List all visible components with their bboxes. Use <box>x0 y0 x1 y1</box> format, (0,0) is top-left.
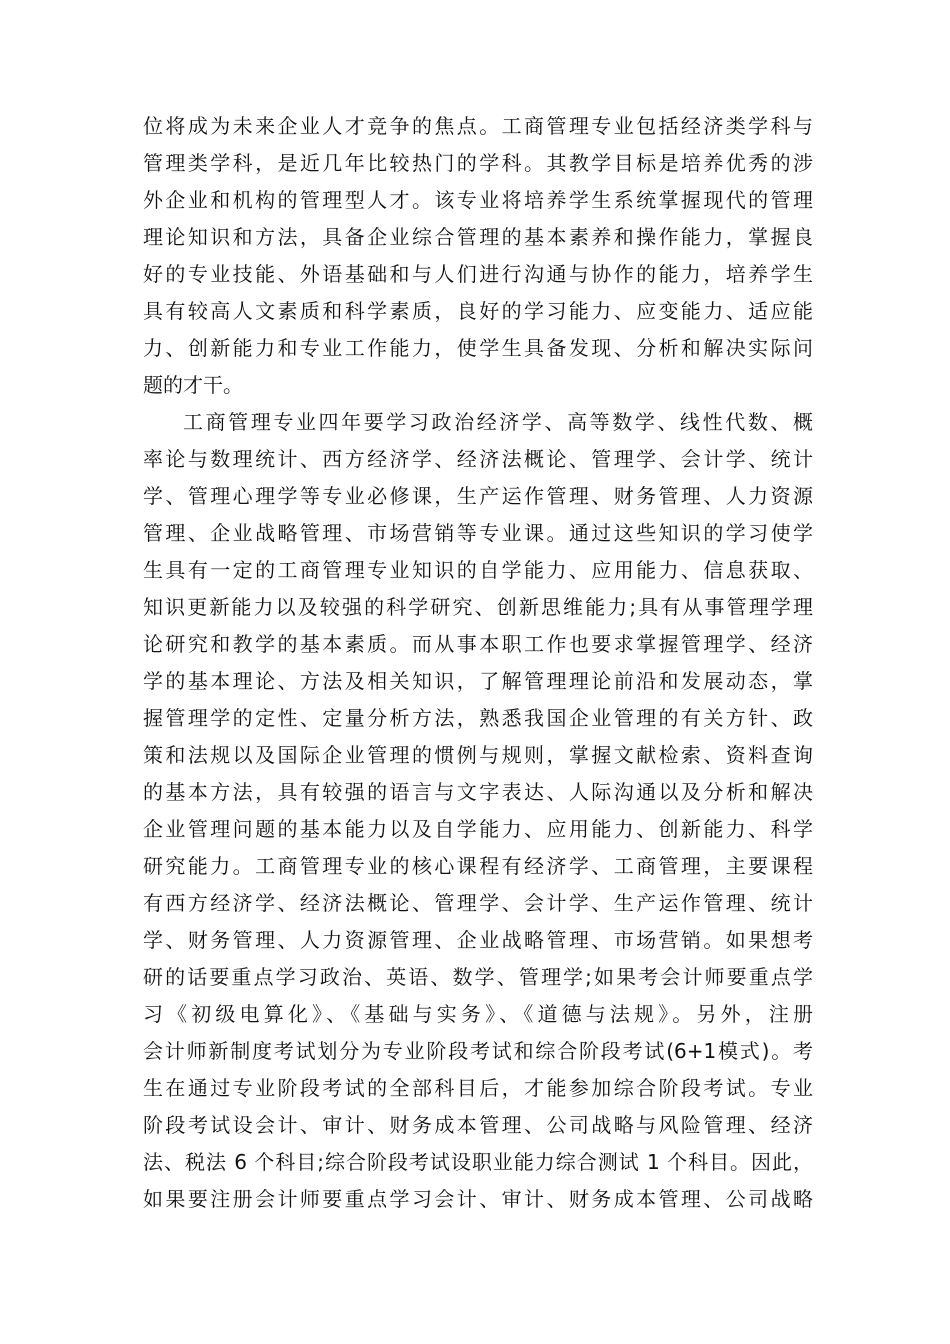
paragraph-2 <box>143 404 813 1218</box>
text-line: 研究能力。工商管理专业的核心课程有经济学、工商管理，主要课程 <box>143 854 813 878</box>
text-line: 学、管理心理学等专业必修课，生产运作管理、财务管理、人力资源 <box>143 484 813 508</box>
text-line: 位将成为未来企业人才竞争的焦点。工商管理专业包括经济类学科与 <box>143 114 813 138</box>
text-line: 会计师新制度考试划分为专业阶段考试和综合阶段考试(6+1模式)。考 <box>143 1039 813 1063</box>
text-line: 论研究和教学的基本素质。而从事本职工作也要求掌握管理学、经济 <box>143 632 813 656</box>
paragraph-1 <box>143 108 813 404</box>
text-line: 学、财务管理、人力资源管理、企业战略管理、市场营销。如果想考 <box>143 928 813 952</box>
text-line: 策和法规以及国际企业管理的惯例与规则，掌握文献检索、资料查询 <box>143 743 813 767</box>
text-line: 生在通过专业阶段考试的全部科目后，才能参加综合阶段考试。专业 <box>143 1076 813 1100</box>
text-line: 率论与数理统计、西方经济学、经济法概论、管理学、会计学、统计 <box>143 447 813 471</box>
text-line: 好的专业技能、外语基础和与人们进行沟通与协作的能力，培养学生 <box>143 262 813 286</box>
text-line: 阶段考试设会计、审计、财务成本管理、公司战略与风险管理、经济 <box>143 1113 813 1137</box>
text-line: 管理类学科，是近几年比较热门的学科。其教学目标是培养优秀的涉 <box>143 151 813 175</box>
text-line: 外企业和机构的管理型人才。该专业将培养学生系统掌握现代的管理 <box>143 188 813 212</box>
text-line: 如果要注册会计师要重点学习会计、审计、财务成本管理、公司战略 <box>143 1187 813 1211</box>
text-line: 的基本方法，具有较强的语言与文字表达、人际沟通以及分析和解决 <box>143 780 813 804</box>
text-line: 握管理学的定性、定量分析方法，熟悉我国企业管理的有关方针、政 <box>143 706 813 730</box>
text-line: 题的才干。 <box>143 373 243 397</box>
text-line: 力、创新能力和专业工作能力，使学生具备发现、分析和解决实际问 <box>143 336 813 360</box>
text-line: 管理、企业战略管理、市场营销等专业课。通过这些知识的学习使学 <box>143 521 813 545</box>
text-line: 知识更新能力以及较强的科学研究、创新思维能力;具有从事管理学理 <box>143 595 813 619</box>
text-line: 企业管理问题的基本能力以及自学能力、应用能力、创新能力、科学 <box>143 817 813 841</box>
text-line: 理论知识和方法，具备企业综合管理的基本素养和操作能力，掌握良 <box>143 225 813 249</box>
text-line: 法、税法 6 个科目;综合阶段考试设职业能力综合测试 1 个科目。因此， <box>143 1150 813 1174</box>
text-line: 工商管理专业四年要学习政治经济学、高等数学、线性代数、概 <box>183 410 813 434</box>
text-line: 有西方经济学、经济法概论、管理学、会计学、生产运作管理、统计 <box>143 891 813 915</box>
text-line: 学的基本理论、方法及相关知识，了解管理理论前沿和发展动态，掌 <box>143 669 813 693</box>
body-text <box>143 108 813 1218</box>
text-line: 研的话要重点学习政治、英语、数学、管理学;如果考会计师要重点学 <box>143 965 813 989</box>
text-line: 生具有一定的工商管理专业知识的自学能力、应用能力、信息获取、 <box>143 558 813 582</box>
text-line: 习《初级电算化》、《基础与实务》、《道德与法规》。另外，注册 <box>143 1002 813 1026</box>
text-line: 具有较高人文素质和科学素质，良好的学习能力、应变能力、适应能 <box>143 299 813 323</box>
